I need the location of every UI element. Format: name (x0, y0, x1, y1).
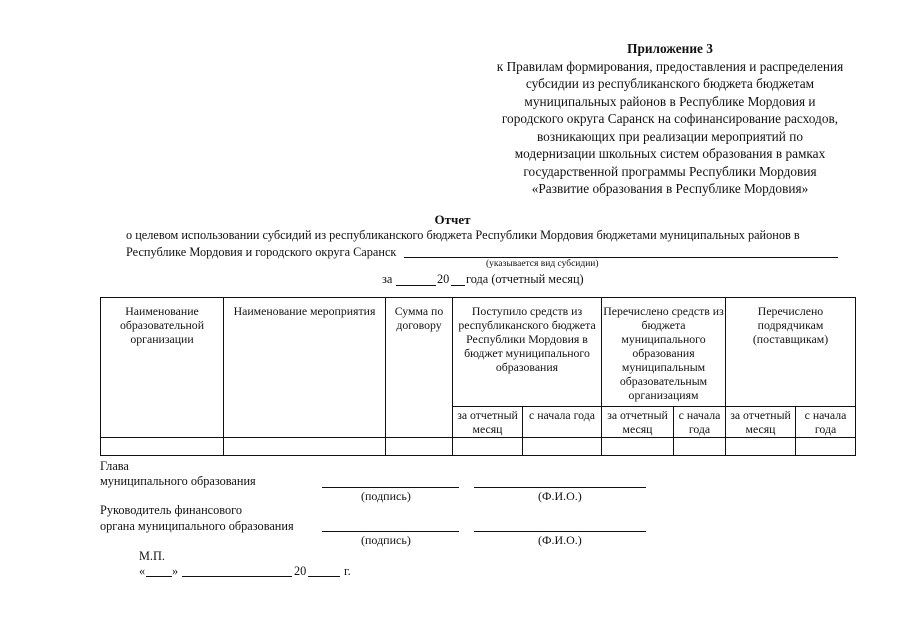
appendix-line: государственной программы Республики Мордовия (523, 163, 817, 179)
head-title-line1: Глава (100, 459, 129, 473)
subheader-month: за отчетный месяц (453, 407, 523, 438)
finance-signature-field[interactable] (322, 531, 459, 532)
head-signature-field[interactable] (322, 487, 459, 488)
date-day-field[interactable] (146, 576, 172, 577)
period-month-field[interactable] (396, 285, 436, 286)
appendix-line: возникающих при реализации мероприятий по (537, 128, 803, 144)
subheader-year: с начала года (523, 407, 602, 438)
period-year-field[interactable] (451, 285, 465, 286)
table-row (101, 438, 856, 456)
subheader-year: с начала года (796, 407, 856, 438)
table-header-row (101, 298, 856, 407)
report-subject-line1: о целевом использовании субсидий из республиканского бюджета Республики Мордовия бюджетами муниципальных районов в (126, 228, 800, 242)
appendix-line: модернизации школьных систем образования в рамках (514, 146, 826, 161)
finance-title-line2: органа муниципального образования (100, 519, 294, 533)
head-signature-caption: (подпись) (361, 489, 411, 503)
header-org-name: Наименование образовательной организации (101, 298, 224, 438)
appendix-line: городского округа Саранск на софинансирование расходов, (501, 111, 839, 126)
appendix-line: муниципальных районов в Республике Мордовия и (524, 93, 816, 109)
header-contract-sum: Сумма по договору (386, 298, 453, 438)
date-open-quote: « (139, 564, 146, 578)
date-month-field[interactable] (182, 576, 292, 577)
date-year-suffix: г. (344, 564, 351, 578)
finance-signature-caption: (подпись) (361, 533, 411, 547)
table-cell[interactable] (726, 438, 796, 456)
stamp-label: М.П. (139, 549, 165, 563)
period-prefix: за (382, 272, 393, 286)
subheader-year: с начала года (674, 407, 726, 438)
report-title: Отчет (434, 212, 471, 227)
header-contractor-payments: Перечислено подрядчикам (поставщикам) (726, 298, 856, 407)
appendix-line: к Правилам формирования, предоставления и распределения (496, 58, 844, 74)
subheader-month: за отчетный месяц (602, 407, 674, 438)
header-transferred-funds: Перечислено средств из бюджета муниципального образования муниципальным образовательным организациям (602, 298, 726, 407)
head-name-field[interactable] (474, 487, 646, 488)
table-cell[interactable] (386, 438, 453, 456)
finance-name-caption: (Ф.И.О.) (538, 533, 582, 547)
head-title-line2: муниципального образования (100, 474, 256, 488)
subheader-month: за отчетный месяц (726, 407, 796, 438)
subsidy-type-hint: (указывается вид субсидии) (486, 259, 599, 269)
table-cell[interactable] (101, 438, 224, 456)
report-subject-line2: Республике Мордовия и городского округа Саранск (126, 245, 397, 259)
subsidy-type-field[interactable] (404, 257, 838, 258)
date-year-prefix: 20 (294, 564, 307, 578)
appendix-title: Приложение 3 (627, 41, 713, 56)
table-cell[interactable] (523, 438, 602, 456)
table-cell[interactable] (602, 438, 674, 456)
table-cell[interactable] (453, 438, 523, 456)
appendix-line: «Развитие образования в Республике Мордовия» (531, 181, 809, 196)
finance-title-line1: Руководитель финансового (100, 503, 243, 517)
table-cell[interactable] (796, 438, 856, 456)
header-event-name: Наименование мероприятия (224, 298, 386, 438)
appendix-line: субсидии из республиканского бюджета бюджетам (525, 76, 815, 91)
date-year-field[interactable] (308, 576, 340, 577)
table-cell[interactable] (674, 438, 726, 456)
head-name-caption: (Ф.И.О.) (538, 489, 582, 503)
date-close-quote: » (172, 564, 179, 578)
finance-name-field[interactable] (474, 531, 646, 532)
appendix-header (470, 40, 870, 198)
table-cell[interactable] (224, 438, 386, 456)
header-received-funds: Поступило средств из республиканского бюджета Республики Мордовия в бюджет муниципального образования (453, 298, 602, 407)
report-table (100, 297, 856, 456)
period-year-prefix: 20 (437, 272, 450, 286)
period-suffix: года (отчетный месяц) (466, 272, 584, 286)
